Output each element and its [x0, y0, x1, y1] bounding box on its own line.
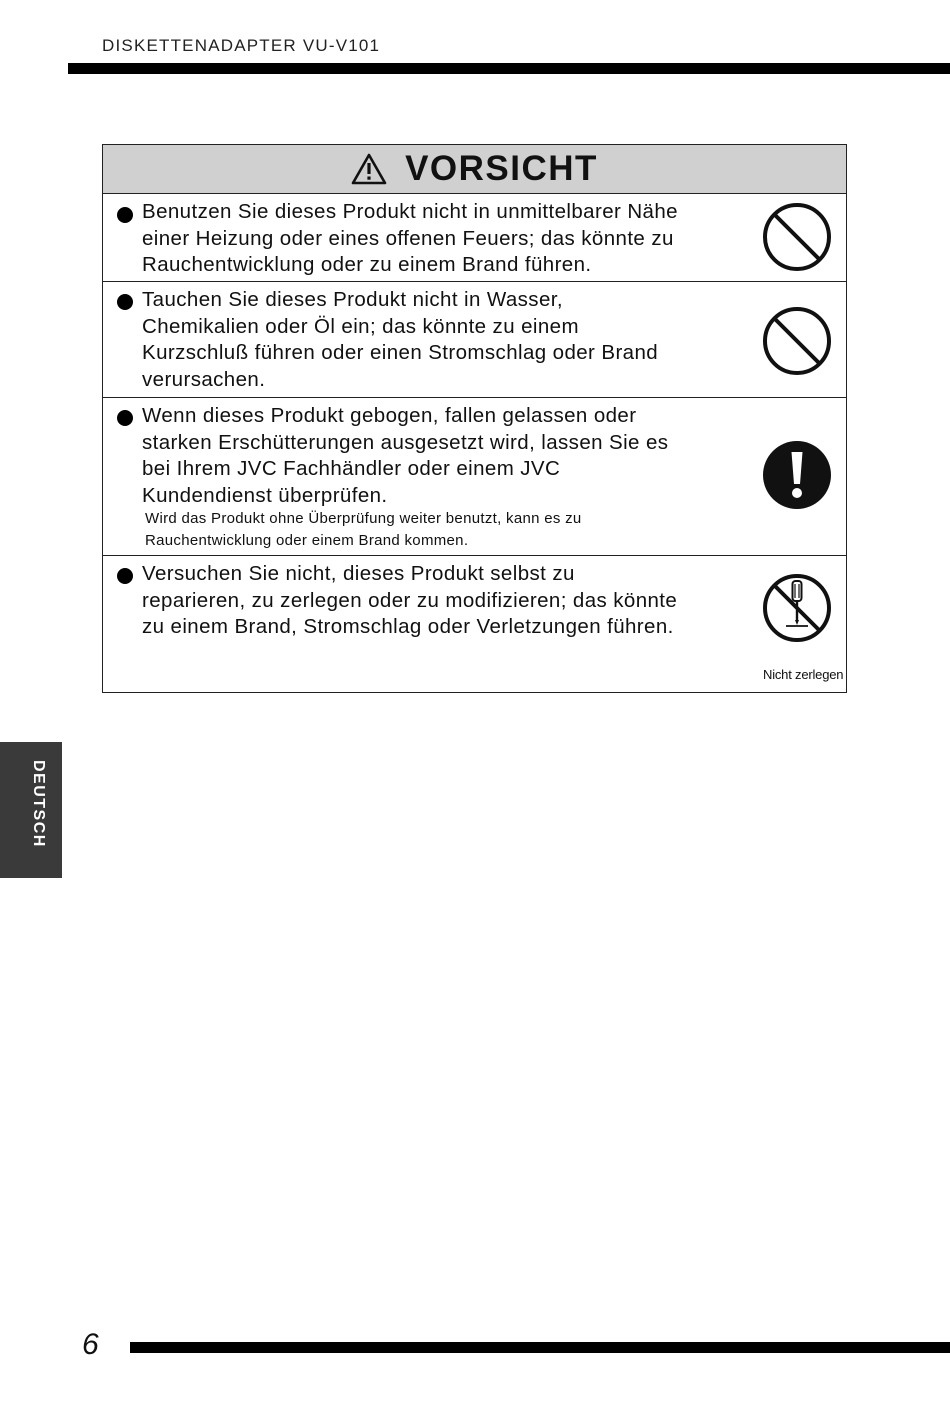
caution-item-text: Wenn dieses Produkt gebogen, fallen gelassen oder starken Erschütterungen ausgesetzt wird, lassen Sie es bei Ihrem JVC Fachhändler oder einem JVC Kundendienst überprüfen. — [142, 404, 669, 507]
document-header-title: DISKETTENADAPTER VU-V101 — [102, 36, 381, 55]
mandatory-exclamation-icon — [762, 440, 832, 510]
prohibition-icon — [762, 202, 832, 272]
caution-title: VORSICHT — [405, 149, 598, 188]
bullet-dot — [117, 207, 133, 223]
caution-item — [103, 556, 846, 692]
page-number: 6 — [82, 1328, 99, 1361]
caution-item-text: Tauchen Sie dieses Produkt nicht in Wasser, Chemikalien oder Öl ein; das könnte zu einem Kurzschluß führen oder einen Stromschlag oder Brand verursachen. — [142, 288, 659, 391]
caution-item — [103, 282, 846, 398]
caution-item-note: Wird das Produkt ohne Überprüfung weiter benutzt, kann es zu Rauchentwicklung oder einem Brand kommen. — [145, 510, 582, 549]
caution-item — [103, 398, 846, 556]
bullet-dot — [117, 294, 133, 310]
caution-header — [103, 145, 846, 194]
footer-rule — [130, 1342, 950, 1353]
caution-item — [103, 194, 846, 282]
language-side-tab-label: DEUTSCH — [30, 760, 47, 848]
no-disassembly-caption: Nicht zerlegen — [763, 667, 844, 682]
no-disassembly-icon — [762, 573, 832, 643]
header-rule — [68, 63, 950, 74]
caution-item-text: Versuchen Sie nicht, dieses Produkt selbst zu reparieren, zu zerlegen oder zu modifizieren; das könnte zu einem Brand, Stromschlag oder Verletzungen führen. — [142, 562, 678, 638]
bullet-dot — [117, 410, 133, 426]
warning-triangle-icon — [351, 153, 387, 185]
caution-box — [102, 144, 847, 693]
caution-item-text: Benutzen Sie dieses Produkt nicht in unmittelbarer Nähe einer Heizung oder eines offenen Feuers; das könnte zu Rauchentwicklung oder zu einem Brand führen. — [142, 200, 678, 276]
prohibition-icon — [762, 306, 832, 376]
bullet-dot — [117, 568, 133, 584]
